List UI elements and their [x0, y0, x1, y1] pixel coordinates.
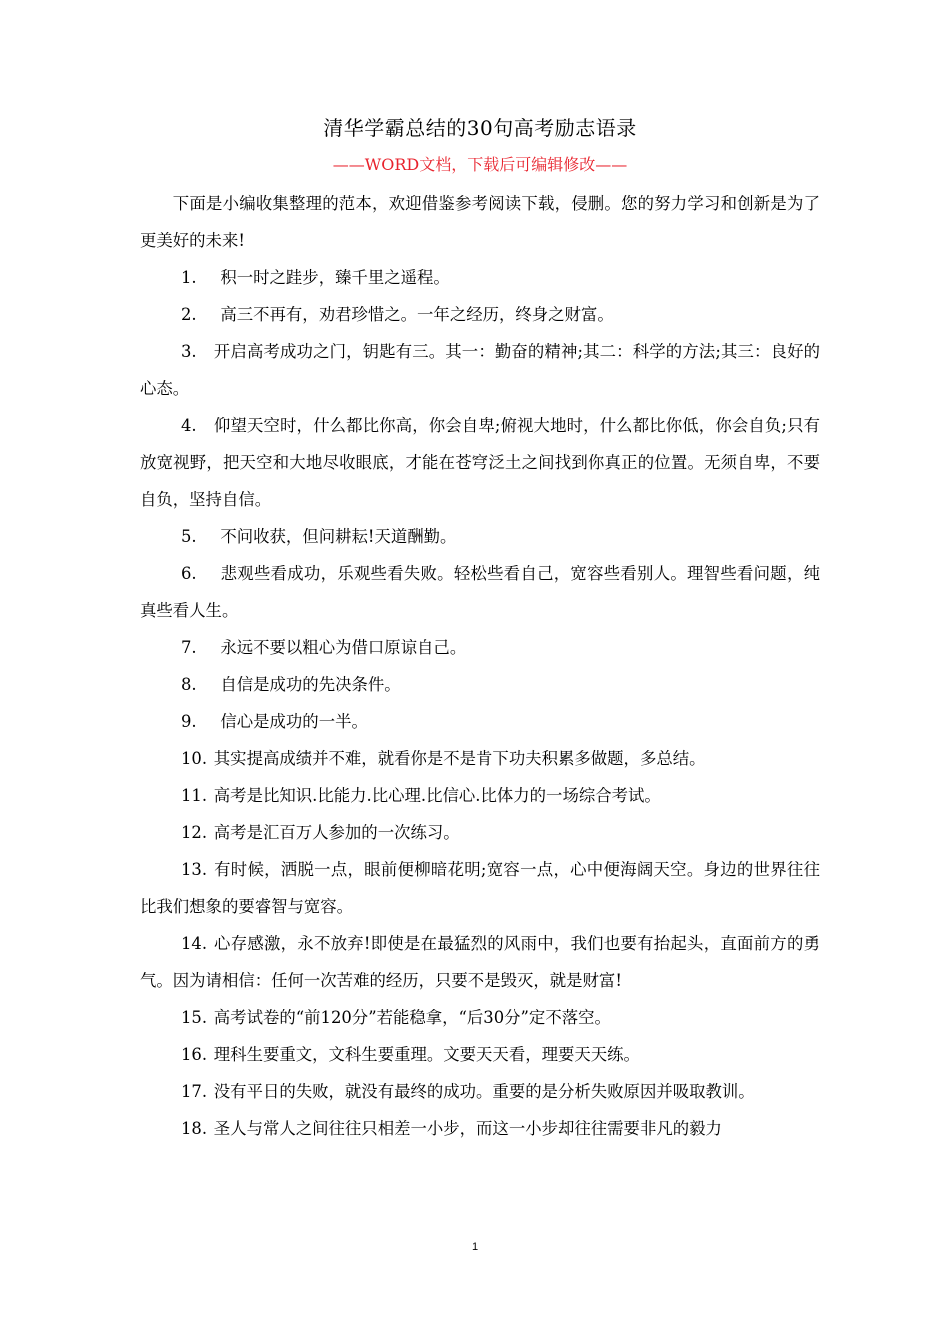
quote-list — [140, 259, 820, 1147]
quote-number: 8. — [181, 675, 197, 694]
quote-text: 没有平日的失败，就没有最终的成功。重要的是分析失败原因并吸取教训。 — [213, 1082, 755, 1101]
quote-item — [140, 555, 820, 629]
quote-number: 11. — [181, 786, 208, 805]
quote-item — [140, 703, 820, 740]
quote-text: 圣人与常人之间往往只相差一小步，而这一小步却往往需要非凡的毅力 — [213, 1119, 722, 1138]
quote-text: 其实提高成绩并不难，就看你是不是肯下功夫积累多做题，多总结。 — [213, 749, 706, 768]
quote-item — [140, 407, 820, 518]
quote-number: 5. — [181, 527, 197, 546]
quote-item — [140, 1036, 820, 1073]
quote-number: 4. — [181, 416, 197, 435]
quote-number: 13. — [181, 860, 208, 879]
quote-text: 高考是比知识.比能力.比心理.比信心.比体力的一场综合考试。 — [213, 786, 661, 805]
page-number: 1 — [471, 1241, 479, 1253]
quote-text: 自信是成功的先决条件。 — [220, 675, 401, 694]
quote-text: 心存感激，永不放弃!即使是在最猛烈的风雨中，我们也要有抬起头，直面前方的勇气。因为请相信：任何一次苦难的经历，只要不是毁灭，就是财富! — [140, 934, 820, 990]
quote-item — [140, 851, 820, 925]
quote-item — [140, 814, 820, 851]
quote-item — [140, 925, 820, 999]
quote-number: 12. — [181, 823, 208, 842]
quote-text: 开启高考成功之门，钥匙有三。其一：勤奋的精神;其二：科学的方法;其三：良好的心态。 — [140, 342, 820, 398]
document-body — [140, 185, 820, 1147]
quote-item — [140, 1073, 820, 1110]
quote-number: 7. — [181, 638, 197, 657]
quote-text: 悲观些看成功，乐观些看失败。轻松些看自己，宽容些看别人。理智些看问题，纯真些看人生。 — [140, 564, 820, 620]
intro-paragraph: 下面是小编收集整理的范本，欢迎借鉴参考阅读下载，侵删。您的努力学习和创新是为了更美好的未来! — [140, 194, 820, 250]
quote-number: 16. — [181, 1045, 208, 1064]
quote-item — [140, 999, 820, 1036]
quote-text: 永远不要以粗心为借口原谅自己。 — [220, 638, 467, 657]
quote-text: 信心是成功的一半。 — [220, 712, 368, 731]
document-subtitle: ——WORD文档，下载后可编辑修改—— — [332, 155, 628, 174]
quote-text: 积一时之跬步，臻千里之遥程。 — [220, 268, 450, 287]
quote-number: 1. — [181, 268, 197, 287]
quote-item — [140, 666, 820, 703]
document-content — [140, 113, 820, 1147]
quote-number: 10. — [181, 749, 208, 768]
quote-item — [140, 777, 820, 814]
quote-text: 高考是汇百万人参加的一次练习。 — [213, 823, 460, 842]
quote-item — [140, 296, 820, 333]
quote-text: 理科生要重文，文科生要重理。文要天天看，理要天天练。 — [213, 1045, 640, 1064]
quote-number: 3. — [181, 342, 197, 361]
quote-item — [140, 629, 820, 666]
quote-number: 14. — [181, 934, 208, 953]
quote-item — [140, 1110, 820, 1147]
quote-text: 高考试卷的“前120分”若能稳拿，“后30分”定不落空。 — [213, 1008, 611, 1027]
quote-text: 不问收获，但问耕耘!天道酬勤。 — [220, 527, 457, 546]
quote-number: 9. — [181, 712, 197, 731]
quote-text: 高三不再有，劝君珍惜之。一年之经历，终身之财富。 — [220, 305, 614, 324]
document-title: 清华学霸总结的30句高考励志语录 — [323, 116, 637, 140]
quote-item — [140, 518, 820, 555]
quote-text: 有时候，洒脱一点，眼前便柳暗花明;宽容一点，心中便海阔天空。身边的世界往往比我们想象的要睿智与宽容。 — [140, 860, 820, 916]
quote-number: 6. — [181, 564, 197, 583]
quote-number: 2. — [181, 305, 197, 324]
quote-number: 15. — [181, 1008, 208, 1027]
quote-item — [140, 740, 820, 777]
quote-number: 17. — [181, 1082, 208, 1101]
quote-text: 仰望天空时，什么都比你高，你会自卑;俯视大地时，什么都比你低，你会自负;只有放宽视野，把天空和大地尽收眼底，才能在苍穹泛土之间找到你真正的位置。无须自卑，不要自负，坚持自信。 — [140, 416, 820, 509]
quote-item — [140, 333, 820, 407]
quote-number: 18. — [181, 1119, 208, 1138]
quote-item — [140, 259, 820, 296]
